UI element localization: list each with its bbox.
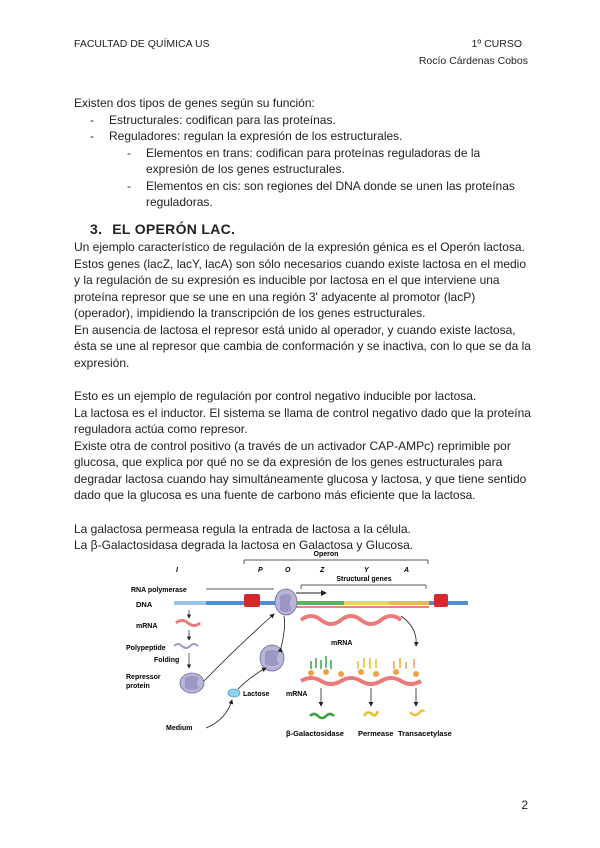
permease-protein [364, 711, 378, 716]
repressor-label-2: protein [126, 683, 150, 690]
folding-label: Folding [154, 657, 180, 664]
transacetylase-protein [410, 711, 424, 716]
lactose-label: Lactose [243, 691, 270, 698]
mrna-mid-label: mRNA [331, 640, 353, 647]
section-title [90, 221, 534, 238]
gene-z-segment [296, 601, 344, 605]
polypeptide-label: Polypeptide [126, 645, 166, 652]
paragraph: En ausencia de lactosa el represor está unido al operador, y cuando existe lactosa, ésta se une al represor que cambia de conformación y se inactiva, con lo que se da la expresión. [74, 322, 531, 370]
page-body [74, 95, 534, 554]
gene-i-label: I [176, 567, 178, 574]
dna-label: DNA [136, 600, 153, 609]
operon-label: Operon [313, 551, 339, 558]
promoter-box [244, 594, 260, 607]
section-number: 3. [90, 220, 103, 237]
gene-a-label: A [404, 567, 410, 574]
paragraph: La galactosa permeasa regula la entrada de lactosa a la célula. [74, 521, 411, 536]
paragraph: Un ejemplo característico de regulación de la expresión génica es el Operón lactosa. Estos genes (lacZ, lacY, lacA) son sólo necesarios cuando existe lactosa en el medio y la regulación de su expresión es inducible por lactosa en el que interviene una proteína represor que se une en una región 3' adyacente al promotor (lacP) (operador), impidiendo la transcripción de los genes estructurales. [74, 240, 527, 320]
b-galactosidase-label: β-Galactosidase [286, 729, 344, 738]
permease-label: Permease [358, 729, 394, 738]
lac-operon-figure [126, 548, 476, 748]
list-item: - Elementos en trans: codifican para proteínas reguladoras de la expresión de los genes estructurales. [74, 145, 534, 178]
rna-polymerase-label: RNA polymerase [131, 587, 187, 594]
translated-mrna [301, 678, 421, 684]
gene-y-label: Y [364, 567, 369, 574]
page-number: 2 [521, 798, 528, 812]
transacetylase-label: Transacetylase [398, 729, 452, 738]
polypeptide-chain [174, 644, 198, 648]
gene-a-segment [389, 601, 429, 605]
mrna-left-label: mRNA [136, 623, 158, 630]
terminator-box [434, 594, 448, 607]
gene-y-segment [344, 601, 389, 605]
gene-types-list [74, 112, 534, 211]
header-course: 1º CURSO [471, 38, 522, 50]
medium-label: Medium [166, 725, 193, 732]
intro-text: Existen dos tipos de genes según su función: [74, 96, 315, 110]
mrna-bottom-label: mRNA [286, 691, 308, 698]
lac-operon-diagram [126, 548, 476, 748]
section-title-text: EL OPERÓN LAC. [112, 220, 236, 237]
lactose-molecule [228, 689, 240, 697]
b-galactosidase-protein [310, 714, 334, 718]
header-faculty: FACULTAD DE QUÍMICA US [74, 38, 210, 50]
paragraph: La lactosa es el inductor. El sistema se llama de control negativo dado que la proteína reguladora actúa como represor. [74, 405, 531, 436]
list-item: - Elementos en cis: son regiones del DNA donde se unen las proteínas reguladoras. [74, 178, 534, 211]
repressor-label-1: Repressor [126, 674, 161, 681]
paragraph: Esto es un ejemplo de regulación por control negativo inducible por lactosa. [74, 389, 477, 403]
structural-genes-label: Structural genes [336, 576, 392, 583]
polycistronic-mrna [301, 616, 401, 624]
gene-p-label: P [258, 567, 263, 574]
header-author: Rocío Cárdenas Cobos [418, 55, 528, 67]
paragraph: Existe otra de control positivo (a través de un activador CAP-AMPc) reprimible por glucosa, que explica por qué no se da expresión de los genes estructurales para degradar lactosa cuando hay simultáneamente glucosa y lactosa, y que tiene sentido dado que la glucosa es una fuente de carbono más eficiente que la lactosa. [74, 438, 527, 502]
list-item: - Estructurales: codifican para las proteínas. [74, 112, 534, 129]
paragraph: La β-Galactosidasa degrada la lactosa en Galactosa y Glucosa. [74, 538, 414, 552]
gene-z-label: Z [320, 567, 325, 574]
list-item: - Reguladores: regulan la expresión de los estructurales. [74, 128, 534, 145]
gene-o-label: O [285, 567, 291, 574]
mrna-left [176, 621, 200, 626]
